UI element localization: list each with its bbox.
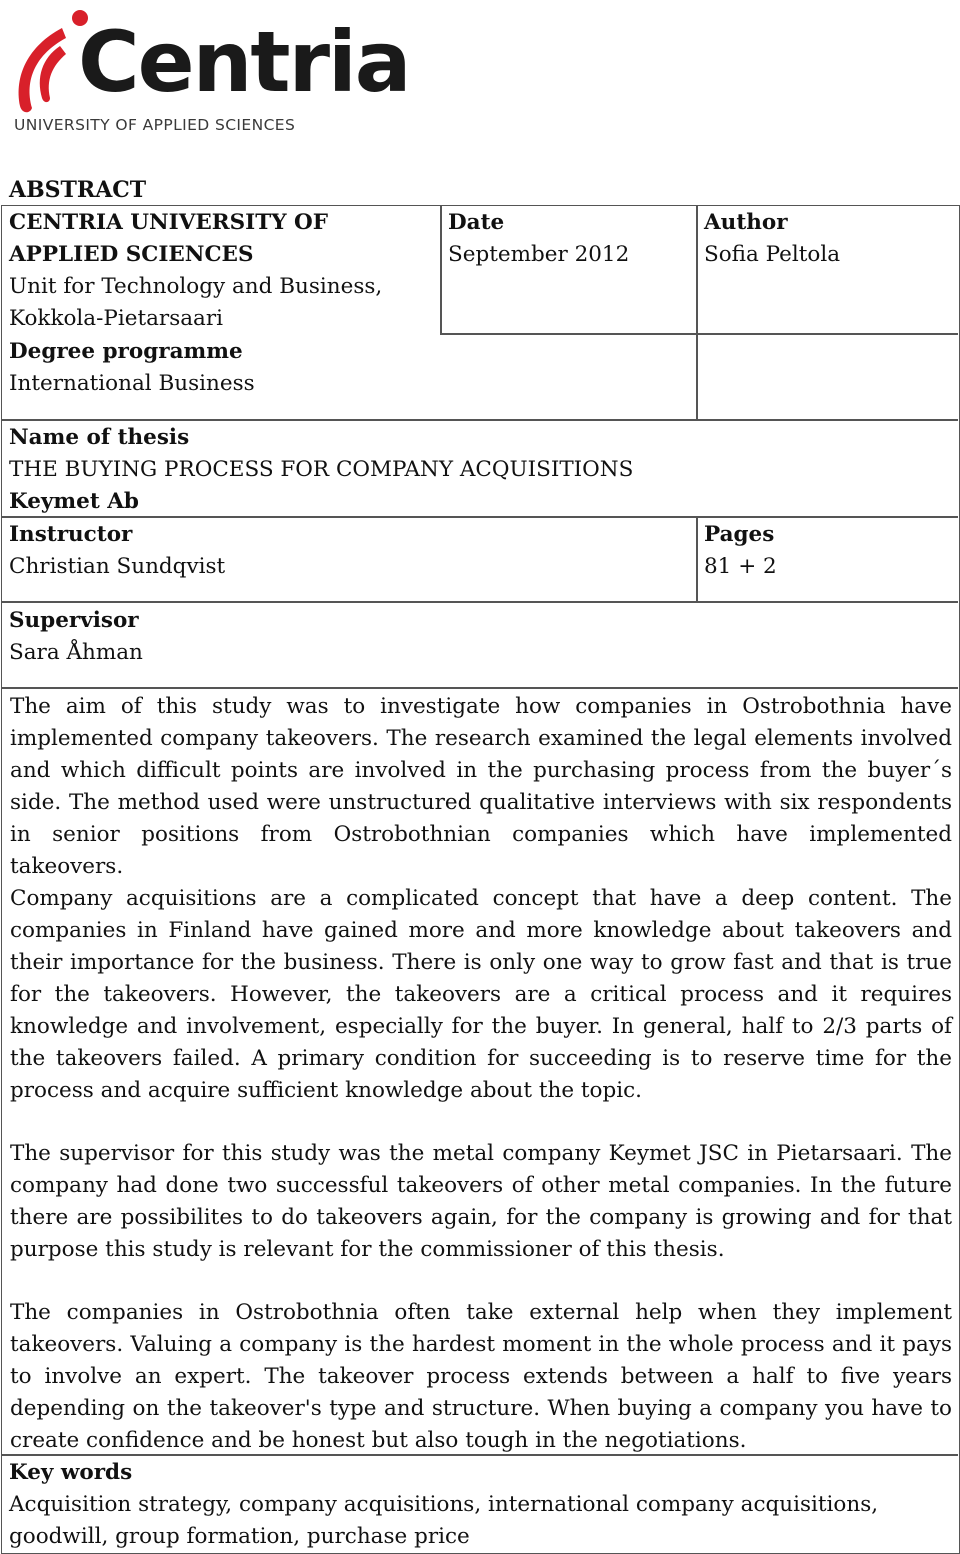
abstract-paragraph: Company acquisitions are a complicated concept that have a deep content. The companies in Finland have gained more and more knowledge about takeovers and their importance for the business. There is only one way to grow fast and that is true for the takeovers. However, the takeovers are a critical process and it requires knowledge and involvement, especially for the buyer. In general, half to 2/3 parts of the takeovers failed. A primary condition for succeeding is to reserve time for the process and acquire sufficient knowledge about the topic. [10,886,952,1103]
divider-line [440,333,958,335]
instructor-value: Christian Sundqvist [9,554,226,579]
supervisor-label: Supervisor [9,608,139,633]
supervisor-cell [9,605,949,669]
keywords-cell [9,1457,951,1553]
thesis-cell [9,422,949,518]
pages-value: 81 + 2 [704,554,777,579]
company-name: Keymet Ab [9,489,139,514]
degree-value: International Business [9,371,255,396]
date-value: September 2012 [448,242,630,267]
divider-line [2,601,958,603]
thesis-title: THE BUYING PROCESS FOR COMPANY ACQUISITIONS [9,457,634,482]
abstract-paragraph: The aim of this study was to investigate how companies in Ostrobothnia have implemented company takeovers. The research examined the legal elements involved and which difficult points are involved in the purchasing process from the buyer´s side. The method used were unstructured qualitative interviews with six respondents in senior positions from Ostrobothnian companies which have implemented takeovers. [10,694,952,879]
divider-line [696,516,698,602]
divider-line [2,419,958,421]
degree-cell [9,336,437,400]
unit-name: Unit for Technology and Business, Kokkola-Pietarsaari [9,274,383,331]
logo-tagline: UNIVERSITY OF APPLIED SCIENCES [14,116,296,134]
instructor-cell [9,519,689,583]
instructor-label: Instructor [9,522,133,547]
abstract-heading: ABSTRACT [9,177,147,203]
author-value: Sofia Peltola [704,242,841,267]
institution-title: CENTRIA UNIVERSITY OF APPLIED SCIENCES [9,210,329,267]
thesis-label: Name of thesis [9,425,190,450]
keywords-label: Key words [9,1460,133,1485]
author-label: Author [704,210,788,235]
abstract-paragraph: The supervisor for this study was the metal company Keymet JSC in Pietarsaari. The company had done two successful takeovers of other metal companies. In the future there are possibilites to do takeovers again, for the company is growing and for that purpose this study is relevant for the commissioner of this thesis. [10,1141,952,1262]
pages-label: Pages [704,522,775,547]
abstract-form [1,205,960,1554]
date-cell [448,207,688,271]
institution-cell [9,207,437,335]
author-cell [704,207,954,271]
divider-line [440,206,442,334]
pages-cell [704,519,954,583]
centria-logo [10,6,410,138]
supervisor-value: Sara Åhman [9,640,143,665]
divider-line [696,206,698,420]
date-label: Date [448,210,505,235]
degree-label: Degree programme [9,339,243,364]
logo-wordmark: Centria [78,13,410,111]
keywords-value: Acquisition strategy, company acquisitions, international company acquisitions, goodwill, group formation, purchase price [9,1492,879,1549]
divider-line [2,687,958,689]
abstract-paragraph: The companies in Ostrobothnia often take external help when they implement takeovers. Valuing a company is the hardest moment in the whole process and it pays to involve an expert. The takeover process extends between a half to five years depending on the takeover's type and structure. When buying a company you have to create confidence and be honest but also tough in the negotiations. [10,1300,952,1453]
